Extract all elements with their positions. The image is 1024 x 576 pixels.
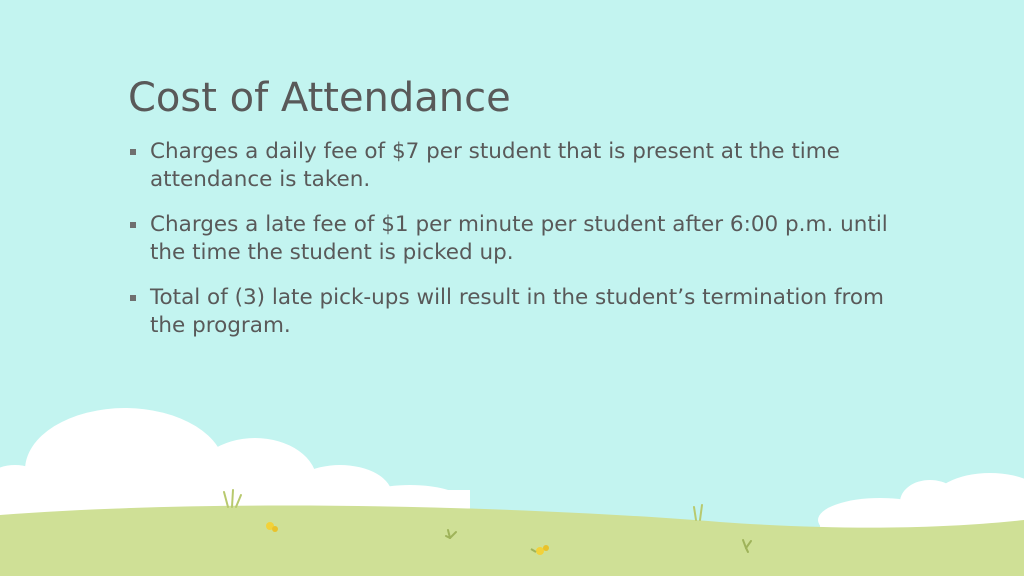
slide-title: Cost of Attendance <box>128 75 511 121</box>
bullet-text: Charges a daily fee of $7 per student that is present at the time attendance is taken. <box>150 139 840 192</box>
list-item <box>130 211 900 267</box>
square-bullet-icon <box>130 149 136 155</box>
bullet-text: Charges a late fee of $1 per minute per student after 6:00 p.m. until the time the student is picked up. <box>150 212 888 265</box>
bullet-list <box>130 138 900 357</box>
grass-tuft-icon <box>694 505 702 520</box>
square-bullet-icon <box>130 295 136 301</box>
square-bullet-icon <box>130 222 136 228</box>
list-item <box>130 138 900 194</box>
list-item <box>130 284 900 340</box>
bullet-text: Total of (3) late pick-ups will result in the student’s termination from the program. <box>150 285 884 338</box>
